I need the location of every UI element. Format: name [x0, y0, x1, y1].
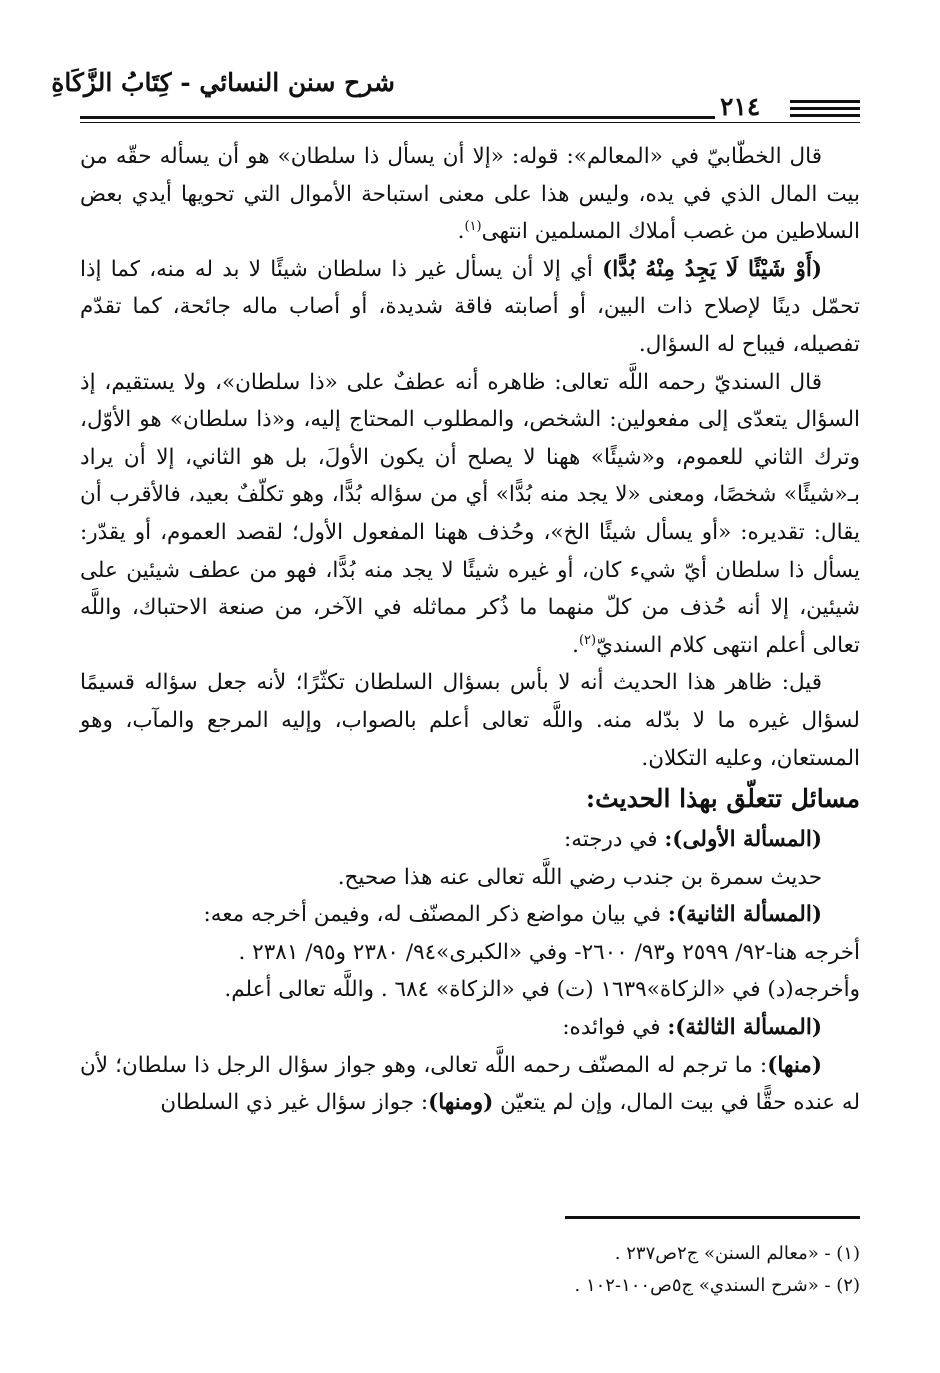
footnote-rule — [565, 1216, 860, 1219]
issue-label: (المسألة الأولى): — [664, 827, 822, 853]
paragraph-text: : ما ترجم له المصنّف رحمه اللَّه تعالى، وهو جواز سؤال الرجل ذا سلطان؛ لأن له عنده حقًّا في بيت المال، وإن لم يتعيّن — [80, 1052, 860, 1116]
issue-text: في درجته: — [564, 827, 665, 853]
minha-label: (ومنها) — [428, 1090, 494, 1116]
paragraph: قيل: ظاهر هذا الحديث أنه لا بأس بسؤال السلطان تكثّرًا؛ لأنه جعل سؤاله قسيمًا لسؤال غيره ما لا بدّله منه. واللَّه تعالى أعلم بالصواب، وإليه المرجع والمآب، وهو المستعان، وعليه التكلان. — [80, 670, 860, 771]
footnotes — [80, 1238, 860, 1302]
paragraph-text: قال السنديّ رحمه اللَّه تعالى: ظاهره أنه عطفٌ على «ذا سلطان»، ولا يستقيم، إذ السؤال يتعدّى إلى مفعولين: الشخص، والمطلوب المحتاج إليه، و«ذا سلطان» هو الأوّل، وترك الثاني للعموم، و«شيئًا» ههنا لا يصلح أن يكون الأولَ، بل هو الثاني، إلا أن يراد بـ«شيئًا» شخصًا، ومعنى «لا يجد منه بُدًّا» أي من سؤاله بُدًّا، وهو تكلّفٌ بعيد، فالأقرب أن يقال: تقديره: «أو يسأل شيئًا الخ»، وحُذف ههنا المفعول الأول؛ لقصد العموم، أو يقدّر: يسأل ذا سلطان أيّ شيء كان، أو غيره شيئًا لا يجد منه بُدًّا، فهو من عطف شيئين على شيئين، إلا أنه حُذف من كلّ منهما ما ذُكر مماثله في الآخر، من صنعة الاحتباك، واللَّه تعالى أعلم انتهى كلام السنديّ — [80, 369, 860, 658]
paragraph-text: أي إلا أن يسأل غير ذا سلطان شيئًا لا بد له منه، كما إذا تحمّل دينًا لإصلاح ذات البين، أو أصابته فاقة شديدة، أو أصاب ماله جائحة، كما تقدّم تفصيله، فيباح له السؤال. — [80, 256, 860, 357]
issue-heading — [80, 821, 860, 859]
paragraph: حديث سمرة بن جندب رضي اللَّه تعالى عنه هذا صحيح. — [337, 864, 822, 890]
hadith-quote: (أَوْ شَيْئًا لَا يَجِدُ مِنْهُ بُدًّا) — [602, 256, 822, 282]
paragraph: قال الخطّابيّ في «المعالم»: قوله: «إلا أن يسأل ذا سلطان» هو أن يسأله حقّه من بيت المال الذي في يده، وليس هذا على معنى استباحة الأموال التي تحويها أيدي بعض السلاطين من غصب أملاك المسلمين انتهى$^{(١)}$. — [80, 144, 860, 245]
footnote-ref: (١) — [464, 219, 482, 235]
minha-label: (منها) — [767, 1052, 822, 1078]
issue-label: (المسألة الثالثة): — [667, 1015, 822, 1041]
footnote: (١) - «معالم السنن» ج٢ص٢٣٧ . — [614, 1243, 860, 1264]
header-rule-thin — [80, 122, 860, 123]
paragraph: وأخرجه(د) في «الزكاة»١٦٣٩ (ت) في «الزكاة» ٦٨٤ . واللَّه تعالى أعلم. — [224, 977, 860, 1003]
page-number: ٢١٤ — [720, 92, 761, 121]
page-number-ornament — [790, 100, 860, 121]
section-title: مسائل تتعلّق بهذا الحديث: — [585, 784, 860, 814]
running-title: شرح سنن النسائي - كِتَابُ الزَّكَاةِ — [51, 68, 395, 97]
issue-heading — [80, 896, 860, 934]
main-text — [80, 138, 860, 1122]
issue-heading — [80, 1009, 860, 1047]
footnote-ref: (٢) — [578, 632, 597, 648]
paragraph-text: قال الخطّابيّ في «المعالم»: قوله: «إلا أن يسأل ذا سلطان» هو أن يسأله حقّه من بيت المال الذي في يده، وليس هذا على معنى استباحة الأموال التي تحويها أيدي بعض السلاطين من غصب أملاك المسلمين انتهى — [80, 144, 860, 245]
paragraph-text: : جواز سؤال غير ذي السلطان — [160, 1090, 429, 1116]
issue-text: في فوائده: — [562, 1015, 668, 1041]
paragraph: أخرجه هنا-٩٢/ ٢٥٩٩ و٩٣/ ٢٦٠٠- وفي «الكبرى»٩٤/ ٢٣٨٠ و٩٥/ ٢٣٨١ . — [238, 939, 860, 965]
footnote: (٢) - «شرح السندي» ج٥ص١٠٠-١٠٢ . — [574, 1275, 860, 1296]
issue-label: (المسألة الثانية): — [667, 902, 822, 928]
paragraph — [80, 251, 860, 364]
paragraph: قال السنديّ رحمه اللَّه تعالى: ظاهره أنه عطفٌ على «ذا سلطان»، ولا يستقيم، إذ السؤال يتعدّى إلى مفعولين: الشخص، والمطلوب المحتاج إليه، و«ذا سلطان» هو الأوّل، وترك الثاني للعموم، و«شيئًا» ههنا لا يصلح أن يكون الأولَ، بل هو الثاني، إلا أن يراد بـ«شيئًا» شخصًا، ومعنى «لا يجد منه بُدًّا» أي من سؤاله بُدًّا، وهو تكلّفٌ بعيد، فالأقرب أن يقال: تقديره: «أو يسأل شيئًا الخ»، وحُذف ههنا المفعول الأول؛ لقصد العموم، أو يقدّر: يسأل ذا سلطان أيّ شيء كان، أو غيره شيئًا لا يجد منه بُدًّا، فهو من عطف شيئين على شيئين، إلا أنه حُذف من كلّ منهما ما ذُكر مماثله في الآخر، من صنعة الاحتباك، واللَّه تعالى أعلم انتهى كلام السنديّ$^{(٢)}$. — [80, 369, 860, 658]
issue-text: في بيان مواضع ذكر المصنّف له، وفيمن أخرجه معه: — [203, 902, 668, 928]
paragraph — [80, 1047, 860, 1122]
